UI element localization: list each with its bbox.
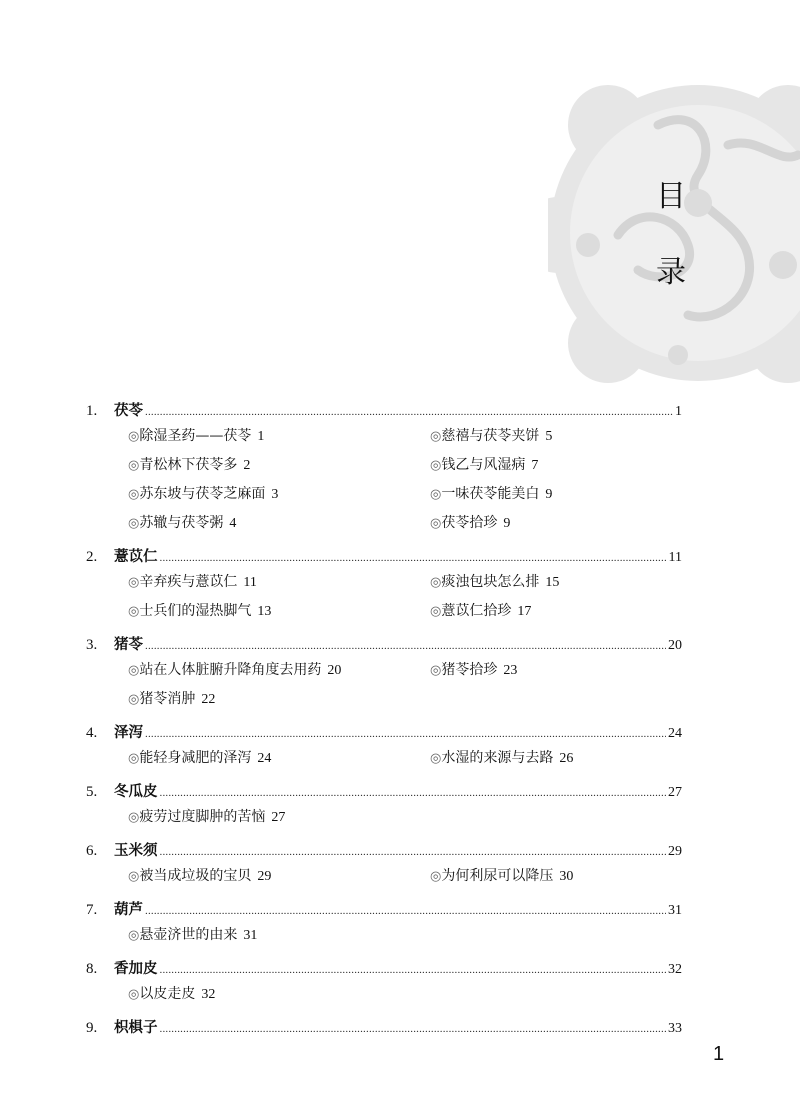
toc-subsection-entry[interactable] — [128, 568, 430, 597]
toc-chapter — [86, 1017, 682, 1039]
bullet-circle-icon: ◎ — [430, 458, 442, 473]
subsection-page-number: 15 — [545, 575, 560, 590]
subsection-page-number: 24 — [257, 751, 272, 766]
subsection-page-number: 31 — [243, 928, 258, 943]
subsection-page-number: 17 — [517, 604, 532, 619]
subsection-list — [86, 422, 682, 538]
chapter-title: 猪苓 — [114, 637, 143, 653]
chapter-title: 香加皮 — [114, 961, 158, 977]
toc-chapter-entry[interactable] — [86, 722, 682, 744]
dot-leader — [160, 782, 667, 804]
bullet-circle-icon: ◎ — [430, 604, 442, 619]
toc-subsection-entry[interactable] — [430, 451, 700, 480]
dot-leader — [145, 635, 666, 657]
bullet-circle-icon: ◎ — [430, 869, 442, 884]
toc-subsection-entry[interactable] — [430, 509, 700, 538]
subsection-title: 辛弃疾与薏苡仁 — [139, 574, 238, 590]
subsection-title: 猪苓消肿 — [139, 691, 196, 707]
chapter-title: 冬瓜皮 — [114, 784, 158, 800]
toc-subsection-entry[interactable] — [430, 744, 700, 773]
chapter-page-number: 32 — [668, 962, 682, 977]
toc-chapter — [86, 840, 682, 891]
toc-chapter-entry[interactable] — [86, 840, 682, 862]
subsection-title: 茯苓拾珍 — [441, 515, 498, 531]
toc-subsection-entry[interactable] — [430, 862, 700, 891]
chapter-number: 1. — [86, 403, 98, 419]
toc-chapter-entry[interactable] — [86, 1017, 682, 1039]
bullet-circle-icon: ◎ — [430, 429, 442, 444]
toc-subsection-entry[interactable] — [430, 422, 700, 451]
dot-leader — [160, 1018, 667, 1040]
subsection-page-number: 30 — [559, 869, 574, 884]
toc-chapter — [86, 958, 682, 1009]
toc-subsection-entry[interactable] — [128, 685, 430, 714]
subsection-title: 为何利尿可以降压 — [441, 868, 554, 884]
subsection-page-number: 26 — [559, 751, 574, 766]
subsection-title: 水湿的来源与去路 — [441, 750, 554, 766]
bullet-circle-icon: ◎ — [430, 575, 442, 590]
toc-subsection-entry[interactable] — [128, 980, 430, 1009]
chapter-page-number: 24 — [668, 726, 682, 741]
dot-leader — [145, 900, 666, 922]
chapter-number: 3. — [86, 637, 98, 653]
toc-chapter-entry[interactable] — [86, 958, 682, 980]
chapter-page-number: 31 — [668, 903, 682, 918]
subsection-title: 悬壶济世的由来 — [139, 927, 238, 943]
toc-subsection-entry[interactable] — [128, 509, 430, 538]
chapter-page-number: 27 — [668, 785, 682, 800]
bullet-circle-icon: ◎ — [128, 663, 140, 678]
toc-chapter — [86, 722, 682, 773]
dot-leader — [160, 959, 667, 981]
subsection-title: 士兵们的湿热脚气 — [139, 603, 252, 619]
chapter-number: 9. — [86, 1020, 98, 1036]
subsection-page-number: 22 — [201, 692, 216, 707]
subsection-page-number: 4 — [229, 516, 237, 531]
chapter-page-number: 20 — [668, 638, 682, 653]
subsection-list — [86, 921, 682, 950]
chapter-number: 8. — [86, 961, 98, 977]
subsection-page-number: 3 — [271, 487, 279, 502]
toc-chapter-entry[interactable] — [86, 899, 682, 921]
toc-title-char-1: 目 — [656, 179, 686, 214]
toc-chapter — [86, 634, 682, 714]
subsection-title: 站在人体脏腑升降角度去用药 — [139, 662, 322, 678]
chapter-page-number: 1 — [675, 404, 682, 419]
toc-subsection-entry[interactable] — [430, 597, 700, 626]
subsection-title: 苏辙与茯苓粥 — [139, 515, 224, 531]
toc-subsection-entry[interactable] — [128, 744, 430, 773]
chapter-title: 玉米须 — [114, 843, 158, 859]
toc-subsection-entry[interactable] — [430, 656, 700, 685]
chapter-page-number: 11 — [668, 550, 682, 565]
toc-chapter-entry[interactable] — [86, 400, 682, 422]
subsection-page-number: 20 — [327, 663, 342, 678]
chapter-title: 泽泻 — [114, 725, 143, 741]
chapter-page-number: 33 — [668, 1021, 682, 1036]
subsection-page-number: 11 — [243, 575, 257, 590]
page-number: 1 — [713, 1043, 725, 1065]
chapter-number: 6. — [86, 843, 98, 859]
subsection-list — [86, 980, 682, 1009]
bullet-circle-icon: ◎ — [128, 751, 140, 766]
dot-leader — [145, 723, 666, 745]
toc-subsection-entry[interactable] — [128, 422, 430, 451]
dragon-emblem-icon — [548, 85, 800, 385]
subsection-page-number: 5 — [545, 429, 553, 444]
subsection-title: 能轻身减肥的泽泻 — [139, 750, 252, 766]
subsection-page-number: 9 — [503, 516, 511, 531]
dot-leader — [160, 547, 667, 569]
toc-chapter — [86, 781, 682, 832]
subsection-list — [86, 862, 682, 891]
subsection-title: 猪苓拾珍 — [441, 662, 498, 678]
dot-leader — [145, 401, 673, 423]
subsection-title: 疲劳过度脚肿的苦恼 — [139, 809, 266, 825]
dot-leader — [160, 841, 667, 863]
toc-subsection-entry[interactable] — [128, 597, 430, 626]
subsection-page-number: 27 — [271, 810, 286, 825]
subsection-title: 除湿圣药——茯苓 — [139, 428, 252, 444]
toc-subsection-entry[interactable] — [128, 921, 430, 950]
table-of-contents — [86, 400, 682, 1047]
subsection-page-number: 29 — [257, 869, 272, 884]
bullet-circle-icon: ◎ — [128, 869, 140, 884]
subsection-page-number: 23 — [503, 663, 518, 678]
chapter-title: 葫芦 — [114, 902, 143, 918]
toc-subsection-entry[interactable] — [128, 656, 430, 685]
toc-chapter — [86, 400, 682, 538]
subsection-title: 以皮走皮 — [139, 986, 196, 1002]
toc-chapter-entry[interactable] — [86, 634, 682, 656]
toc-subsection-entry[interactable] — [128, 451, 430, 480]
toc-chapter — [86, 546, 682, 626]
subsection-title: 被当成垃圾的宝贝 — [139, 868, 252, 884]
bullet-circle-icon: ◎ — [430, 663, 442, 678]
subsection-list — [86, 568, 682, 626]
chapter-number: 5. — [86, 784, 98, 800]
chapter-page-number: 29 — [668, 844, 682, 859]
subsection-page-number: 32 — [201, 987, 216, 1002]
chapter-title: 薏苡仁 — [114, 549, 158, 565]
chapter-number: 7. — [86, 902, 98, 918]
chapter-number: 2. — [86, 549, 98, 565]
subsection-page-number: 7 — [531, 458, 539, 473]
toc-subsection-entry[interactable] — [128, 862, 430, 891]
subsection-title: 一味茯苓能美白 — [441, 486, 540, 502]
subsection-page-number: 1 — [257, 429, 265, 444]
subsection-title: 慈禧与茯苓夹饼 — [441, 428, 540, 444]
toc-subsection-entry[interactable] — [128, 803, 430, 832]
bullet-circle-icon: ◎ — [128, 810, 140, 825]
toc-chapter-entry[interactable] — [86, 546, 682, 568]
chapter-title: 枳椇子 — [114, 1020, 158, 1036]
bullet-circle-icon: ◎ — [128, 429, 140, 444]
subsection-page-number: 13 — [257, 604, 272, 619]
bullet-circle-icon: ◎ — [128, 575, 140, 590]
bullet-circle-icon: ◎ — [430, 751, 442, 766]
subsection-list — [86, 744, 682, 773]
toc-subsection-entry[interactable] — [430, 480, 700, 509]
subsection-list — [86, 803, 682, 832]
subsection-title: 钱乙与风湿病 — [441, 457, 526, 473]
bullet-circle-icon: ◎ — [128, 987, 140, 1002]
subsection-page-number: 2 — [243, 458, 251, 473]
toc-subsection-entry[interactable] — [128, 480, 430, 509]
toc-chapter-entry[interactable] — [86, 781, 682, 803]
bullet-circle-icon: ◎ — [128, 928, 140, 943]
bullet-circle-icon: ◎ — [128, 692, 140, 707]
chapter-number: 4. — [86, 725, 98, 741]
subsection-title: 青松林下茯苓多 — [139, 457, 238, 473]
subsection-page-number: 9 — [545, 487, 553, 502]
bullet-circle-icon: ◎ — [430, 487, 442, 502]
bullet-circle-icon: ◎ — [128, 516, 140, 531]
toc-subsection-entry[interactable] — [430, 568, 700, 597]
bullet-circle-icon: ◎ — [128, 458, 140, 473]
toc-title-char-2: 录 — [656, 255, 686, 290]
bullet-circle-icon: ◎ — [128, 604, 140, 619]
subsection-title: 痰浊包块怎么排 — [441, 574, 540, 590]
toc-chapter — [86, 899, 682, 950]
bullet-circle-icon: ◎ — [430, 516, 442, 531]
subsection-title: 薏苡仁拾珍 — [441, 603, 512, 619]
bullet-circle-icon: ◎ — [128, 487, 140, 502]
chapter-title: 茯苓 — [114, 403, 143, 419]
subsection-list — [86, 656, 682, 714]
subsection-title: 苏东坡与茯苓芝麻面 — [139, 486, 266, 502]
